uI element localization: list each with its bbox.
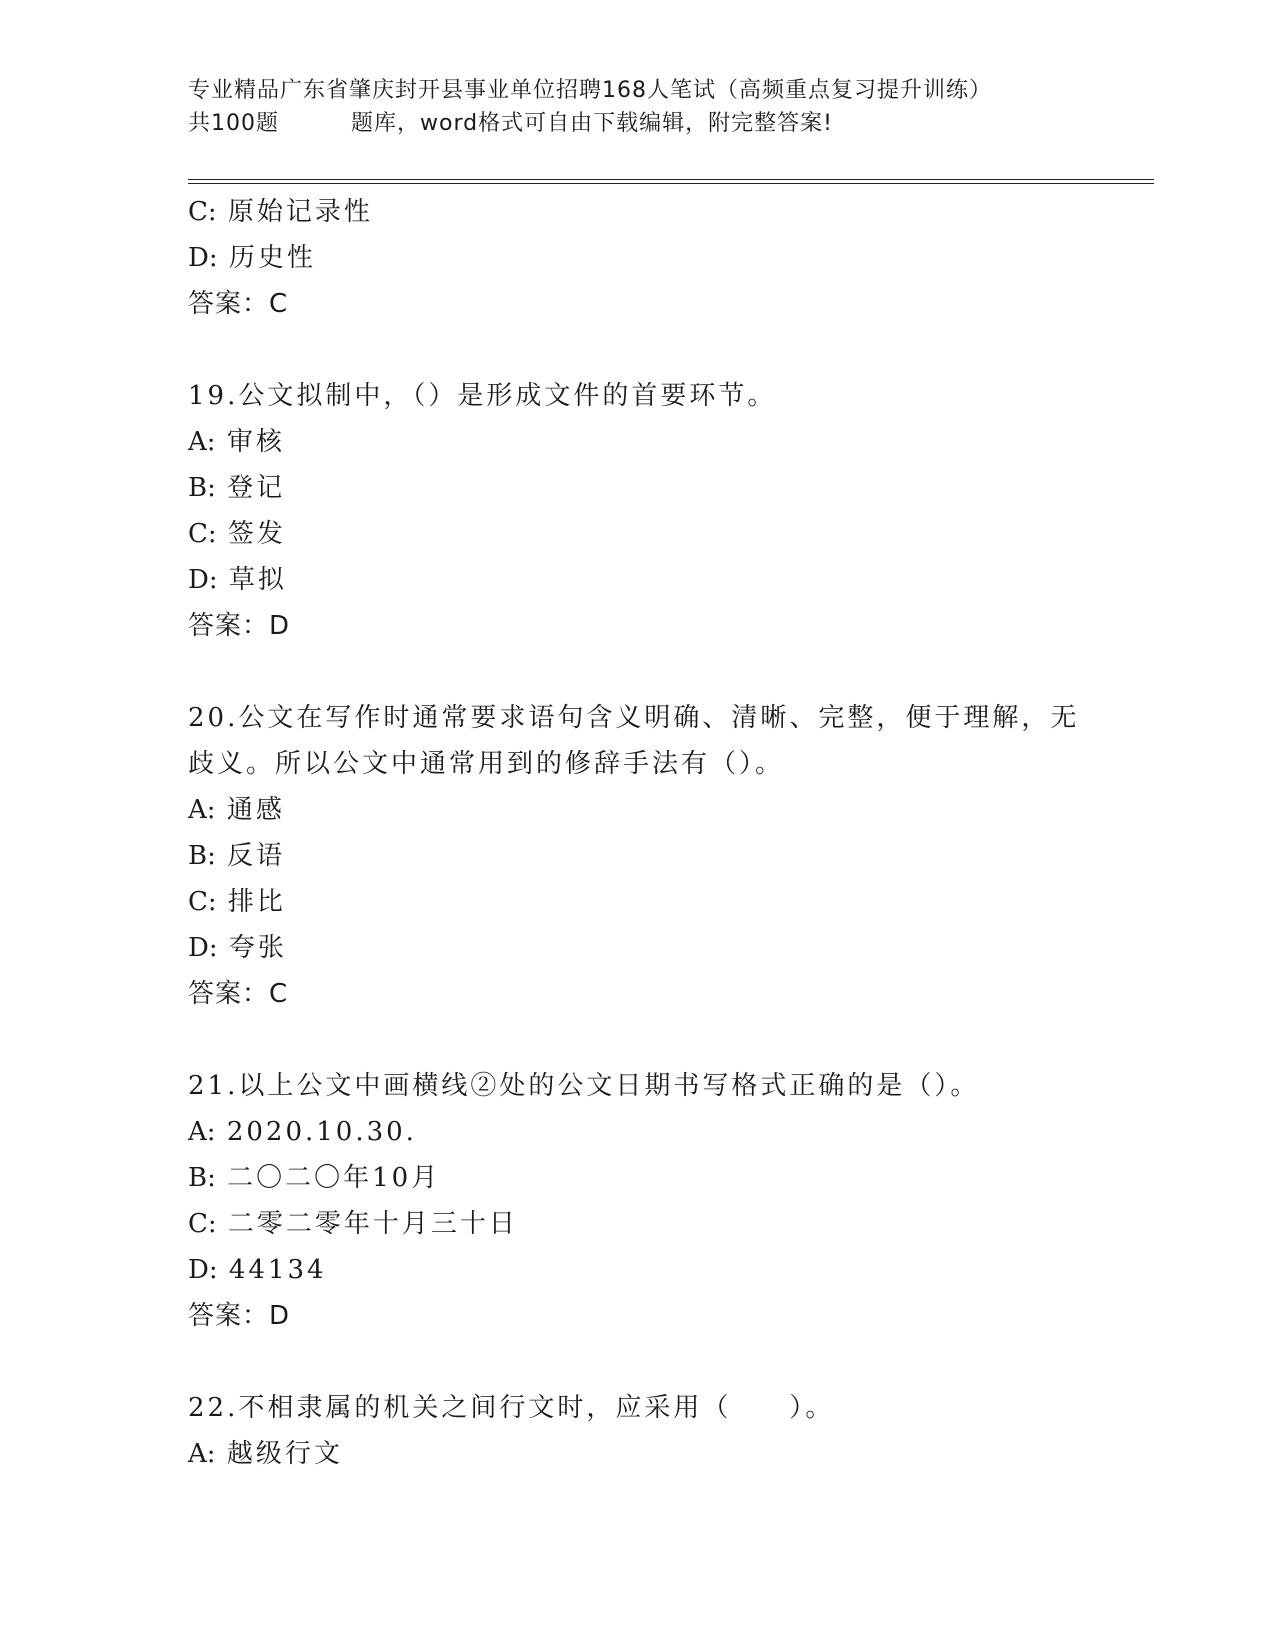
question-list: [188, 189, 1088, 1477]
option-letter: C:: [188, 1209, 217, 1239]
option-letter: D:: [188, 933, 218, 963]
option: [188, 925, 1088, 971]
header-subtitle: [188, 107, 1088, 140]
option-letter: A:: [188, 427, 216, 457]
option-text: 登记: [227, 473, 286, 503]
option-text: 审核: [226, 427, 285, 457]
header-divider: [188, 179, 1154, 180]
option-text: 夸张: [228, 933, 287, 963]
option-letter: A:: [188, 1117, 216, 1147]
question-stem: 歧义。所以公文中通常用到的修辞手法有（）。: [188, 749, 785, 779]
question-stem: 19.公文拟制中，（）是形成文件的首要环节。: [188, 381, 777, 411]
option-text: 草拟: [228, 565, 287, 595]
option-text: 签发: [227, 519, 286, 549]
option-letter: D:: [188, 565, 218, 595]
answer: 答案：D: [188, 1301, 291, 1331]
download-note: 题库，word格式可自由下载编辑，附完整答案!: [351, 111, 833, 136]
answer: 答案：C: [188, 289, 289, 319]
answer: 答案：D: [188, 611, 291, 641]
option: [188, 419, 1088, 465]
option-letter: D:: [188, 1255, 218, 1285]
header-title: 专业精品广东省肇庆封开县事业单位招聘168人笔试（高频重点复习提升训练）: [188, 78, 992, 103]
header-divider: [188, 183, 1154, 184]
option-text: 44134: [228, 1255, 327, 1285]
option: [188, 557, 1088, 603]
question-stem: 22.不相隶属的机关之间行文时，应采用（ ）。: [188, 1393, 835, 1423]
option: [188, 833, 1088, 879]
option: [188, 189, 1088, 235]
option-text: 2020.10.30.: [226, 1117, 417, 1147]
option-letter: B:: [188, 841, 216, 871]
option-letter: B:: [188, 1163, 216, 1193]
option: [188, 235, 1088, 281]
option: [188, 465, 1088, 511]
question-count: 共100题: [188, 111, 279, 136]
option-text: 越级行文: [226, 1439, 343, 1469]
document-header: [188, 74, 1088, 140]
option: [188, 511, 1088, 557]
option: [188, 1201, 1088, 1247]
option: [188, 1155, 1088, 1201]
option: [188, 1247, 1088, 1293]
option-letter: C:: [188, 197, 217, 227]
option: [188, 879, 1088, 925]
question-stem: 20.公文在写作时通常要求语句含义明确、清晰、完整，便于理解，无: [188, 703, 1080, 733]
option: [188, 1109, 1088, 1155]
option-text: 排比: [227, 887, 286, 917]
answer: 答案：C: [188, 979, 289, 1009]
option-text: 历史性: [228, 243, 316, 273]
option-letter: D:: [188, 243, 218, 273]
option-letter: A:: [188, 795, 216, 825]
option-letter: C:: [188, 887, 217, 917]
option-text: 二零二零年十月三十日: [227, 1209, 518, 1239]
option-letter: A:: [188, 1439, 216, 1469]
option-text: 通感: [226, 795, 285, 825]
option-text: 二〇二〇年10月: [227, 1163, 441, 1193]
option-letter: C:: [188, 519, 217, 549]
option-text: 反语: [227, 841, 286, 871]
option: [188, 787, 1088, 833]
option-letter: B:: [188, 473, 216, 503]
question-stem: 21.以上公文中画横线②处的公文日期书写格式正确的是（）。: [188, 1071, 980, 1101]
option: [188, 1431, 1088, 1477]
option-text: 原始记录性: [227, 197, 373, 227]
